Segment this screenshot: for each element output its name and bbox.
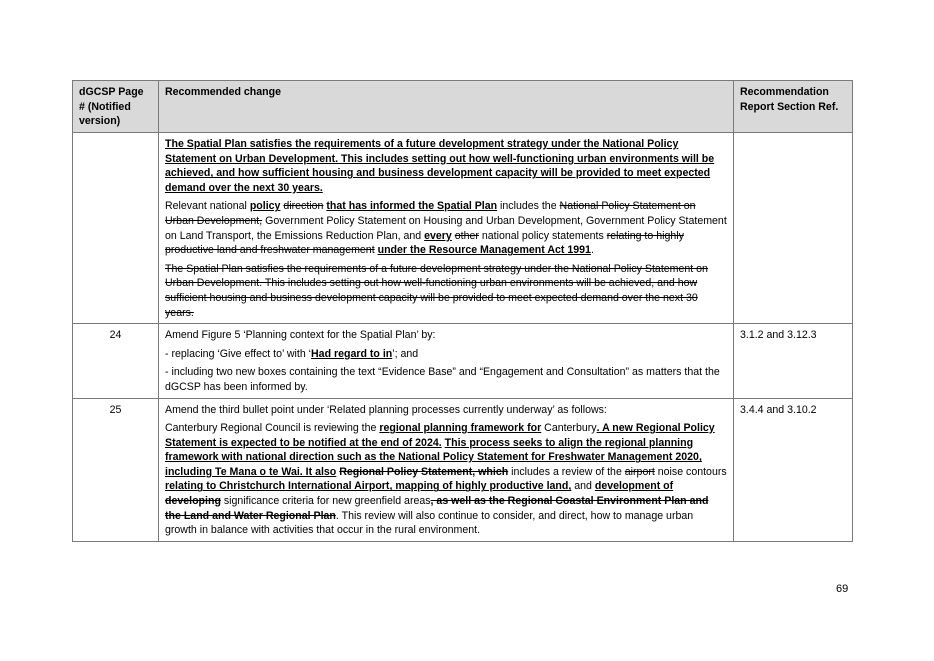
deleted-text: Regional Policy Statement, which	[339, 465, 509, 478]
row-section-ref: 3.1.2 and 3.12.3	[734, 324, 853, 398]
inserted-text: development of	[594, 480, 674, 493]
text: noise contours	[654, 465, 727, 478]
deleted-text: other	[454, 229, 479, 242]
table-header-row	[73, 81, 853, 133]
inserted-text: that has informed the Spatial Plan	[326, 200, 498, 213]
deleted-text: airport	[624, 465, 655, 478]
row-section-ref	[734, 133, 853, 324]
deleted-text: relating to highly productive land and freshwater management	[165, 229, 684, 257]
table-row	[73, 398, 853, 541]
inserted-text: policy	[249, 200, 281, 213]
amended-paragraph	[165, 421, 727, 538]
text: ’; and	[392, 347, 419, 360]
row-section-ref: 3.4.4 and 3.10.2	[734, 398, 853, 541]
text: includes the	[497, 200, 560, 213]
table-row	[73, 133, 853, 324]
deleted-text: direction	[283, 200, 324, 213]
table-row	[73, 324, 853, 398]
inserted-text: every	[424, 229, 452, 242]
text: - replacing ‘Give effect to’ with ‘	[165, 347, 312, 360]
deleted-text: , as well as the Regional Coastal Environment Plan and the Land and Water Regional Plan	[165, 495, 709, 522]
row-recommended-change	[159, 324, 734, 398]
paragraph: Amend the third bullet point under ‘Related planning processes currently underway’ as follows:	[165, 403, 607, 416]
text: .	[590, 244, 594, 257]
row-page-number	[73, 133, 159, 324]
recommendations-table	[72, 80, 853, 542]
row-recommended-change	[159, 398, 734, 541]
paragraph: Amend Figure 5 ‘Planning context for the Spatial Plan’ by:	[165, 329, 436, 342]
bullet-paragraph	[165, 347, 727, 362]
text: s	[598, 229, 604, 242]
inserted-text: Had regard to in	[311, 347, 393, 360]
deleted-text: The Spatial Plan satisfies the requirements of a future development strategy under the National Policy Statement on Urban Development. This includes setting out how well-functioning urban environments will be achieved, and how sufficient housing and business development capacity will be provided to meet expected demand over the next 30 years.	[165, 262, 708, 319]
deleted-text: developing	[165, 495, 221, 508]
text: Government Policy Statement on Housing and Urban Development, Government Policy Statement on Land Transport, the Emissions Reduction Plan, and	[165, 214, 727, 242]
row-page-number: 24	[73, 324, 159, 398]
inserted-text: . A new Regional Policy Statement is expected to be notified at the end of 2024.	[165, 422, 715, 449]
text: Canterbury	[541, 422, 597, 435]
amended-paragraph	[165, 199, 727, 257]
inserted-text: This process seeks to align the regional planning framework with national direction such as the National Policy Statement for Freshwater Management 2020, including Te Mana o te Wai. It also	[165, 436, 702, 478]
inserted-text: under the Resource Management Act 1991	[377, 244, 591, 257]
inserted-paragraph	[165, 137, 727, 195]
bullet-paragraph: - including two new boxes containing the text “Evidence Base” and “Engagement and Consultation” as matters that the dGCSP has been informed by.	[165, 366, 720, 393]
header-section-ref: Recommendation Report Section Ref.	[734, 81, 853, 133]
row-page-number: 25	[73, 398, 159, 541]
row-recommended-change	[159, 133, 734, 324]
deleted-paragraph	[165, 262, 727, 320]
text: significance criteria for new greenfield areas	[220, 495, 431, 508]
text: and	[571, 480, 595, 493]
text: Canterbury Regional Council is reviewing the	[165, 422, 380, 435]
deleted-text: National Policy Statement on Urban Development,	[165, 200, 696, 227]
header-recommended-change: Recommended change	[159, 81, 734, 133]
text: Relevant national	[165, 200, 250, 213]
text: national policy statement	[478, 229, 599, 242]
inserted-text: relating to Christchurch International Airport, mapping of highly productive land,	[165, 480, 572, 493]
text: includes a review of the	[508, 465, 625, 478]
inserted-text: The Spatial Plan satisfies the requirements of a future development strategy under the National Policy Statement on Urban Development. This includes setting out how well-functioning urban environments will be achieved, and how sufficient housing and business development capacity will be provided to meet expected demand over the next 30 years.	[165, 138, 715, 194]
text: . This review will also continue to consider, and direct, how to manage urban growth in balance with activities that occur in the rural environment.	[165, 509, 694, 537]
page-number: 69	[836, 583, 849, 595]
inserted-text: regional planning framework for	[379, 422, 542, 435]
header-page-number: dGCSP Page # (Notified version)	[73, 81, 159, 133]
